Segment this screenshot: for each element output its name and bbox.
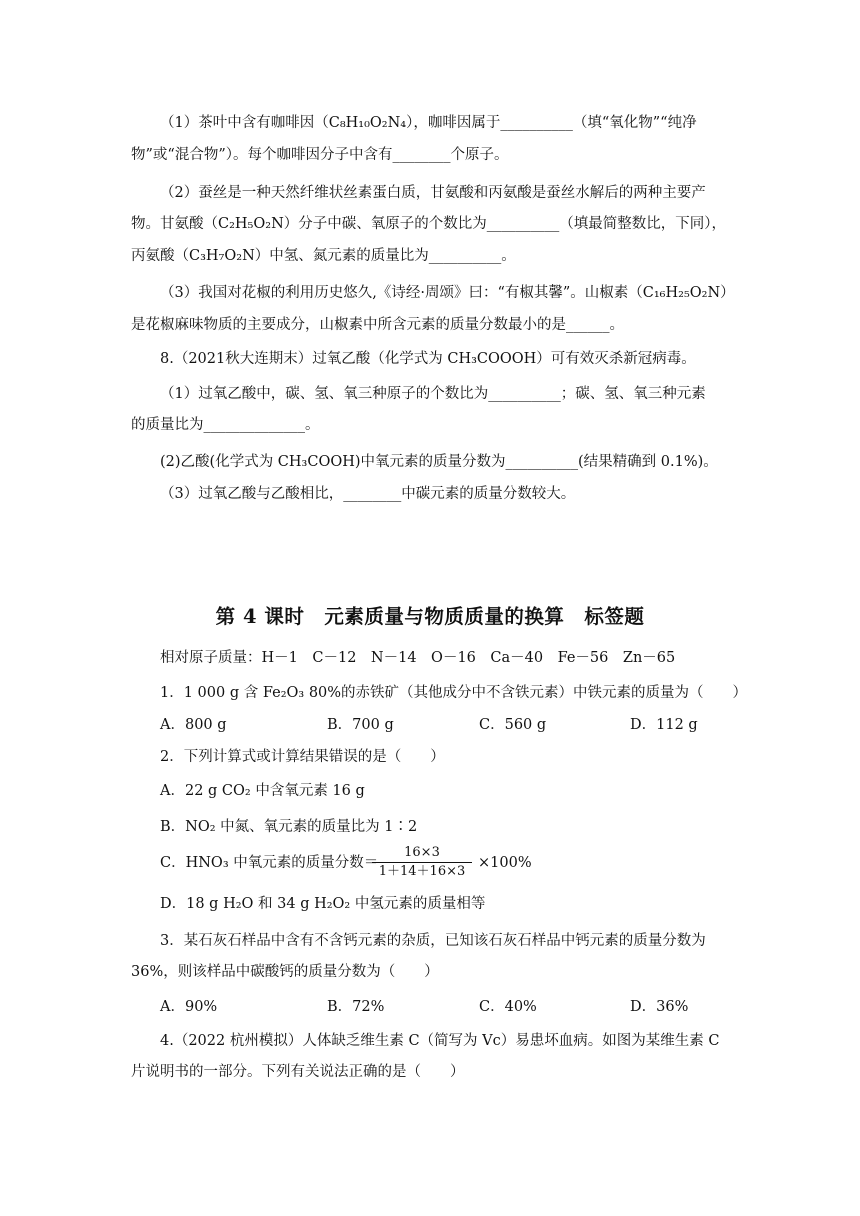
question-3-option-c: C．40% <box>479 999 537 1015</box>
question-3-option-a: A．90% <box>160 999 218 1015</box>
question-7-sub1-line2: 物”或“混合物”）。每个咖啡因分子中含有________个原子。 <box>131 147 509 163</box>
question-8-stem: 8.（2021秋大连期末）过氧乙酸（化学式为 CH₃COOOH）可有效灭杀新冠病毒。 <box>160 351 696 367</box>
question-2-option-c-prefix: C．HNO₃ 中氧元素的质量分数＝ <box>160 855 379 871</box>
question-1-stem: 1．1 000 g 含 Fe₂O₃ 80%的赤铁矿（其他成分中不含铁元素）中铁元素的质量为（ ） <box>160 685 748 701</box>
atomic-masses: 相对原子质量：H－1 C－12 N－14 O－16 Ca－40 Fe－56 Zn－65 <box>160 650 676 666</box>
question-8-sub1-line2: 的质量比为______________。 <box>131 417 320 433</box>
question-3-stem-line2: 36%，则该样品中碳酸钙的质量分数为（ ） <box>131 964 439 980</box>
question-1-option-a: A．800 g <box>160 717 227 733</box>
fraction-denominator: 1＋14＋16×3 <box>378 864 466 879</box>
fraction-bar <box>372 862 472 863</box>
question-2-option-d: D．18 g H₂O 和 34 g H₂O₂ 中氢元素的质量相等 <box>160 896 486 912</box>
question-1-option-d: D．112 g <box>630 717 698 733</box>
question-3-option-b: B．72% <box>327 999 385 1015</box>
question-3-stem-line1: 3．某石灰石样品中含有不含钙元素的杂质，已知该石灰石样品中钙元素的质量分数为 <box>160 933 706 949</box>
question-3-option-d: D．36% <box>630 999 689 1015</box>
question-2-option-c-fraction <box>372 845 472 880</box>
question-8-sub3: （3）过氧乙酸与乙酸相比，________中碳元素的质量分数较大。 <box>160 486 576 502</box>
question-7-sub2-line3: 丙氨酸（C₃H₇O₂N）中氢、氮元素的质量比为__________。 <box>131 248 516 264</box>
question-7-sub2-line2: 物。甘氨酸（C₂H₅O₂N）分子中碳、氧原子的个数比为__________（填最简整数比，下同）， <box>131 216 726 232</box>
question-8-sub2: (2)乙酸(化学式为 CH₃COOH)中氧元素的质量分数为__________(结果精确到 0.1%)。 <box>160 454 718 470</box>
question-2-option-a: A．22 g CO₂ 中含氧元素 16 g <box>160 783 365 799</box>
fraction-numerator: 16×3 <box>404 845 440 860</box>
question-7-sub3-line1: （3）我国对花椒的利用历史悠久,《诗经·周颂》曰：“有椒其馨”。山椒素（C₁₆H₂₅O₂N） <box>160 285 735 301</box>
question-4-stem-line1: 4.（2022 杭州模拟）人体缺乏维生素 C（简写为 Vc）易患坏血病。如图为某维生素 C <box>160 1033 720 1049</box>
question-2-option-c-suffix: ×100% <box>478 855 532 871</box>
question-7-sub3-line2: 是花椒麻味物质的主要成分，山椒素中所含元素的质量分数最小的是______。 <box>131 317 624 333</box>
question-2-option-b: B．NO₂ 中氮、氧元素的质量比为 1∶2 <box>160 819 418 835</box>
question-4-stem-line2: 片说明书的一部分。下列有关说法正确的是（ ） <box>131 1064 465 1080</box>
question-7-sub2-line1: （2）蚕丝是一种天然纤维状丝素蛋白质，甘氨酸和丙氨酸是蚕丝水解后的两种主要产 <box>160 185 706 201</box>
question-7-sub1-line1: （1）茶叶中含有咖啡因（C₈H₁₀O₂N₄），咖啡因属于__________（填“氧化物”“纯净 <box>160 115 697 131</box>
question-1-option-c: C．560 g <box>479 717 547 733</box>
question-1-option-b: B．700 g <box>327 717 394 733</box>
question-2-stem: 2．下列计算式或计算结果错误的是（ ） <box>160 749 445 765</box>
question-8-sub1-line1: （1）过氧乙酸中，碳、氢、氧三种原子的个数比为__________；碳、氢、氧三种元素 <box>160 386 706 402</box>
section-title: 第 4 课时 元素质量与物质质量的换算 标签题 <box>215 605 645 628</box>
